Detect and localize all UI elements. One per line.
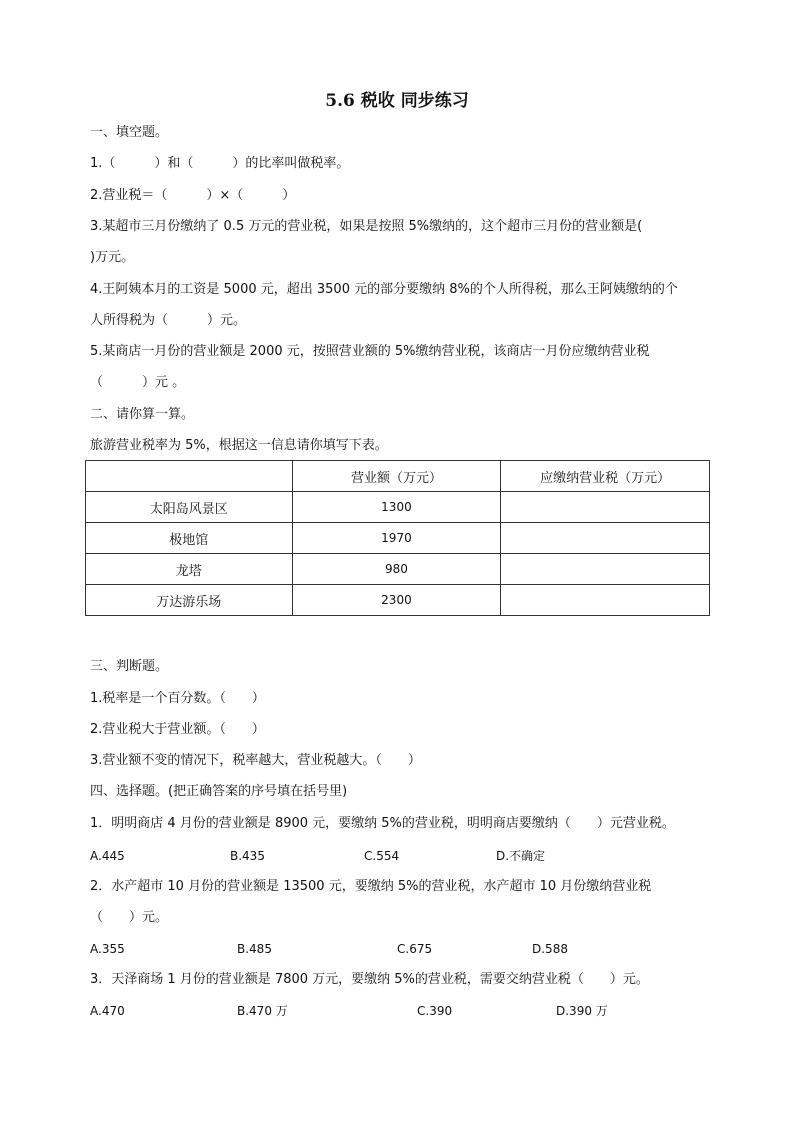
location-cell: 龙塔	[86, 554, 293, 585]
section-2-intro: 旅游营业税率为 5%，根据这一信息请你填写下表。	[90, 438, 388, 453]
section-3-heading: 三、判断题。	[90, 659, 169, 674]
table-header-cell: 营业额（万元）	[292, 461, 501, 492]
judge-question-1: 1.税率是一个百分数。（ ）	[90, 691, 265, 706]
table-row	[86, 585, 710, 616]
location-cell: 万达游乐场	[86, 585, 293, 616]
fill-question-4-line-1: 4.王阿姨本月的工资是 5000 元，超出 3500 元的部分要缴纳 8%的个人所得税，那么王阿姨缴纳的个	[90, 282, 678, 297]
choice-2-option-a[interactable]: A.355	[90, 942, 125, 956]
section-1-heading: 一、填空题。	[90, 125, 169, 140]
page-title: 5.6 税收 同步练习	[325, 91, 469, 111]
fill-question-3-line-1: 3.某超市三月份缴纳了 0.5 万元的营业税，如果是按照 5%缴纳的，这个超市三月份的营业额是(	[90, 219, 643, 234]
section-2-heading: 二、请你算一算。	[90, 407, 195, 422]
choice-1-option-d[interactable]: D.不确定	[496, 849, 546, 863]
table-row	[86, 492, 710, 523]
table-row	[86, 554, 710, 585]
fill-question-3-line-2: )万元。	[90, 250, 135, 265]
tax-answer-cell[interactable]	[501, 554, 710, 585]
revenue-cell: 980	[292, 554, 501, 585]
judge-question-3: 3.营业额不变的情况下，税率越大，营业税越大。（ ）	[90, 753, 421, 768]
choice-question-2-line-2: （ ）元。	[90, 910, 169, 925]
choice-question-3: 3．天泽商场 1 月份的营业额是 7800 万元，要缴纳 5%的营业税，需要交纳营业税（ ）元。	[90, 972, 649, 987]
fill-question-1: 1.（ ）和（ ）的比率叫做税率。	[90, 156, 350, 171]
tax-answer-cell[interactable]	[501, 492, 710, 523]
choice-2-option-d[interactable]: D.588	[532, 942, 568, 956]
choice-3-option-a[interactable]: A.470	[90, 1004, 125, 1018]
choice-2-option-c[interactable]: C.675	[397, 942, 433, 956]
table-header-cell	[86, 461, 293, 492]
choice-question-1: 1．明明商店 4 月份的营业额是 8900 元，要缴纳 5%的营业税，明明商店要缴纳（ ）元营业税。	[90, 816, 675, 831]
location-cell: 极地馆	[86, 523, 293, 554]
tax-answer-cell[interactable]	[501, 585, 710, 616]
tax-answer-cell[interactable]	[501, 523, 710, 554]
fill-question-5-line-2: （ ）元 。	[90, 375, 186, 390]
table-row	[86, 523, 710, 554]
choice-1-option-a[interactable]: A.445	[90, 849, 125, 863]
table-header-row	[86, 461, 710, 492]
fill-question-2: 2.营业税＝（ ）×（ ）	[90, 188, 296, 203]
revenue-cell: 1300	[292, 492, 501, 523]
choice-question-2-line-1: 2．水产超市 10 月份的营业额是 13500 元，要缴纳 5%的营业税，水产超市 10 月份缴纳营业税	[90, 879, 652, 894]
location-cell: 太阳岛风景区	[86, 492, 293, 523]
choice-3-option-b[interactable]: B.470 万	[237, 1004, 288, 1018]
table-header-cell: 应缴纳营业税（万元）	[501, 461, 710, 492]
choice-2-option-b[interactable]: B.485	[237, 942, 272, 956]
choice-3-option-d[interactable]: D.390 万	[556, 1004, 608, 1018]
section-4-heading: 四、选择题。(把正确答案的序号填在括号里)	[90, 784, 348, 799]
revenue-cell: 2300	[292, 585, 501, 616]
tax-table	[85, 460, 710, 616]
judge-question-2: 2.营业税大于营业额。（ ）	[90, 722, 265, 737]
revenue-cell: 1970	[292, 523, 501, 554]
choice-3-option-c[interactable]: C.390	[417, 1004, 453, 1018]
choice-1-option-c[interactable]: C.554	[364, 849, 400, 863]
fill-question-5-line-1: 5.某商店一月份的营业额是 2000 元，按照营业额的 5%缴纳营业税，该商店一月份应缴纳营业税	[90, 344, 650, 359]
fill-question-4-line-2: 人所得税为（ ）元。	[90, 313, 247, 328]
choice-1-option-b[interactable]: B.435	[230, 849, 265, 863]
